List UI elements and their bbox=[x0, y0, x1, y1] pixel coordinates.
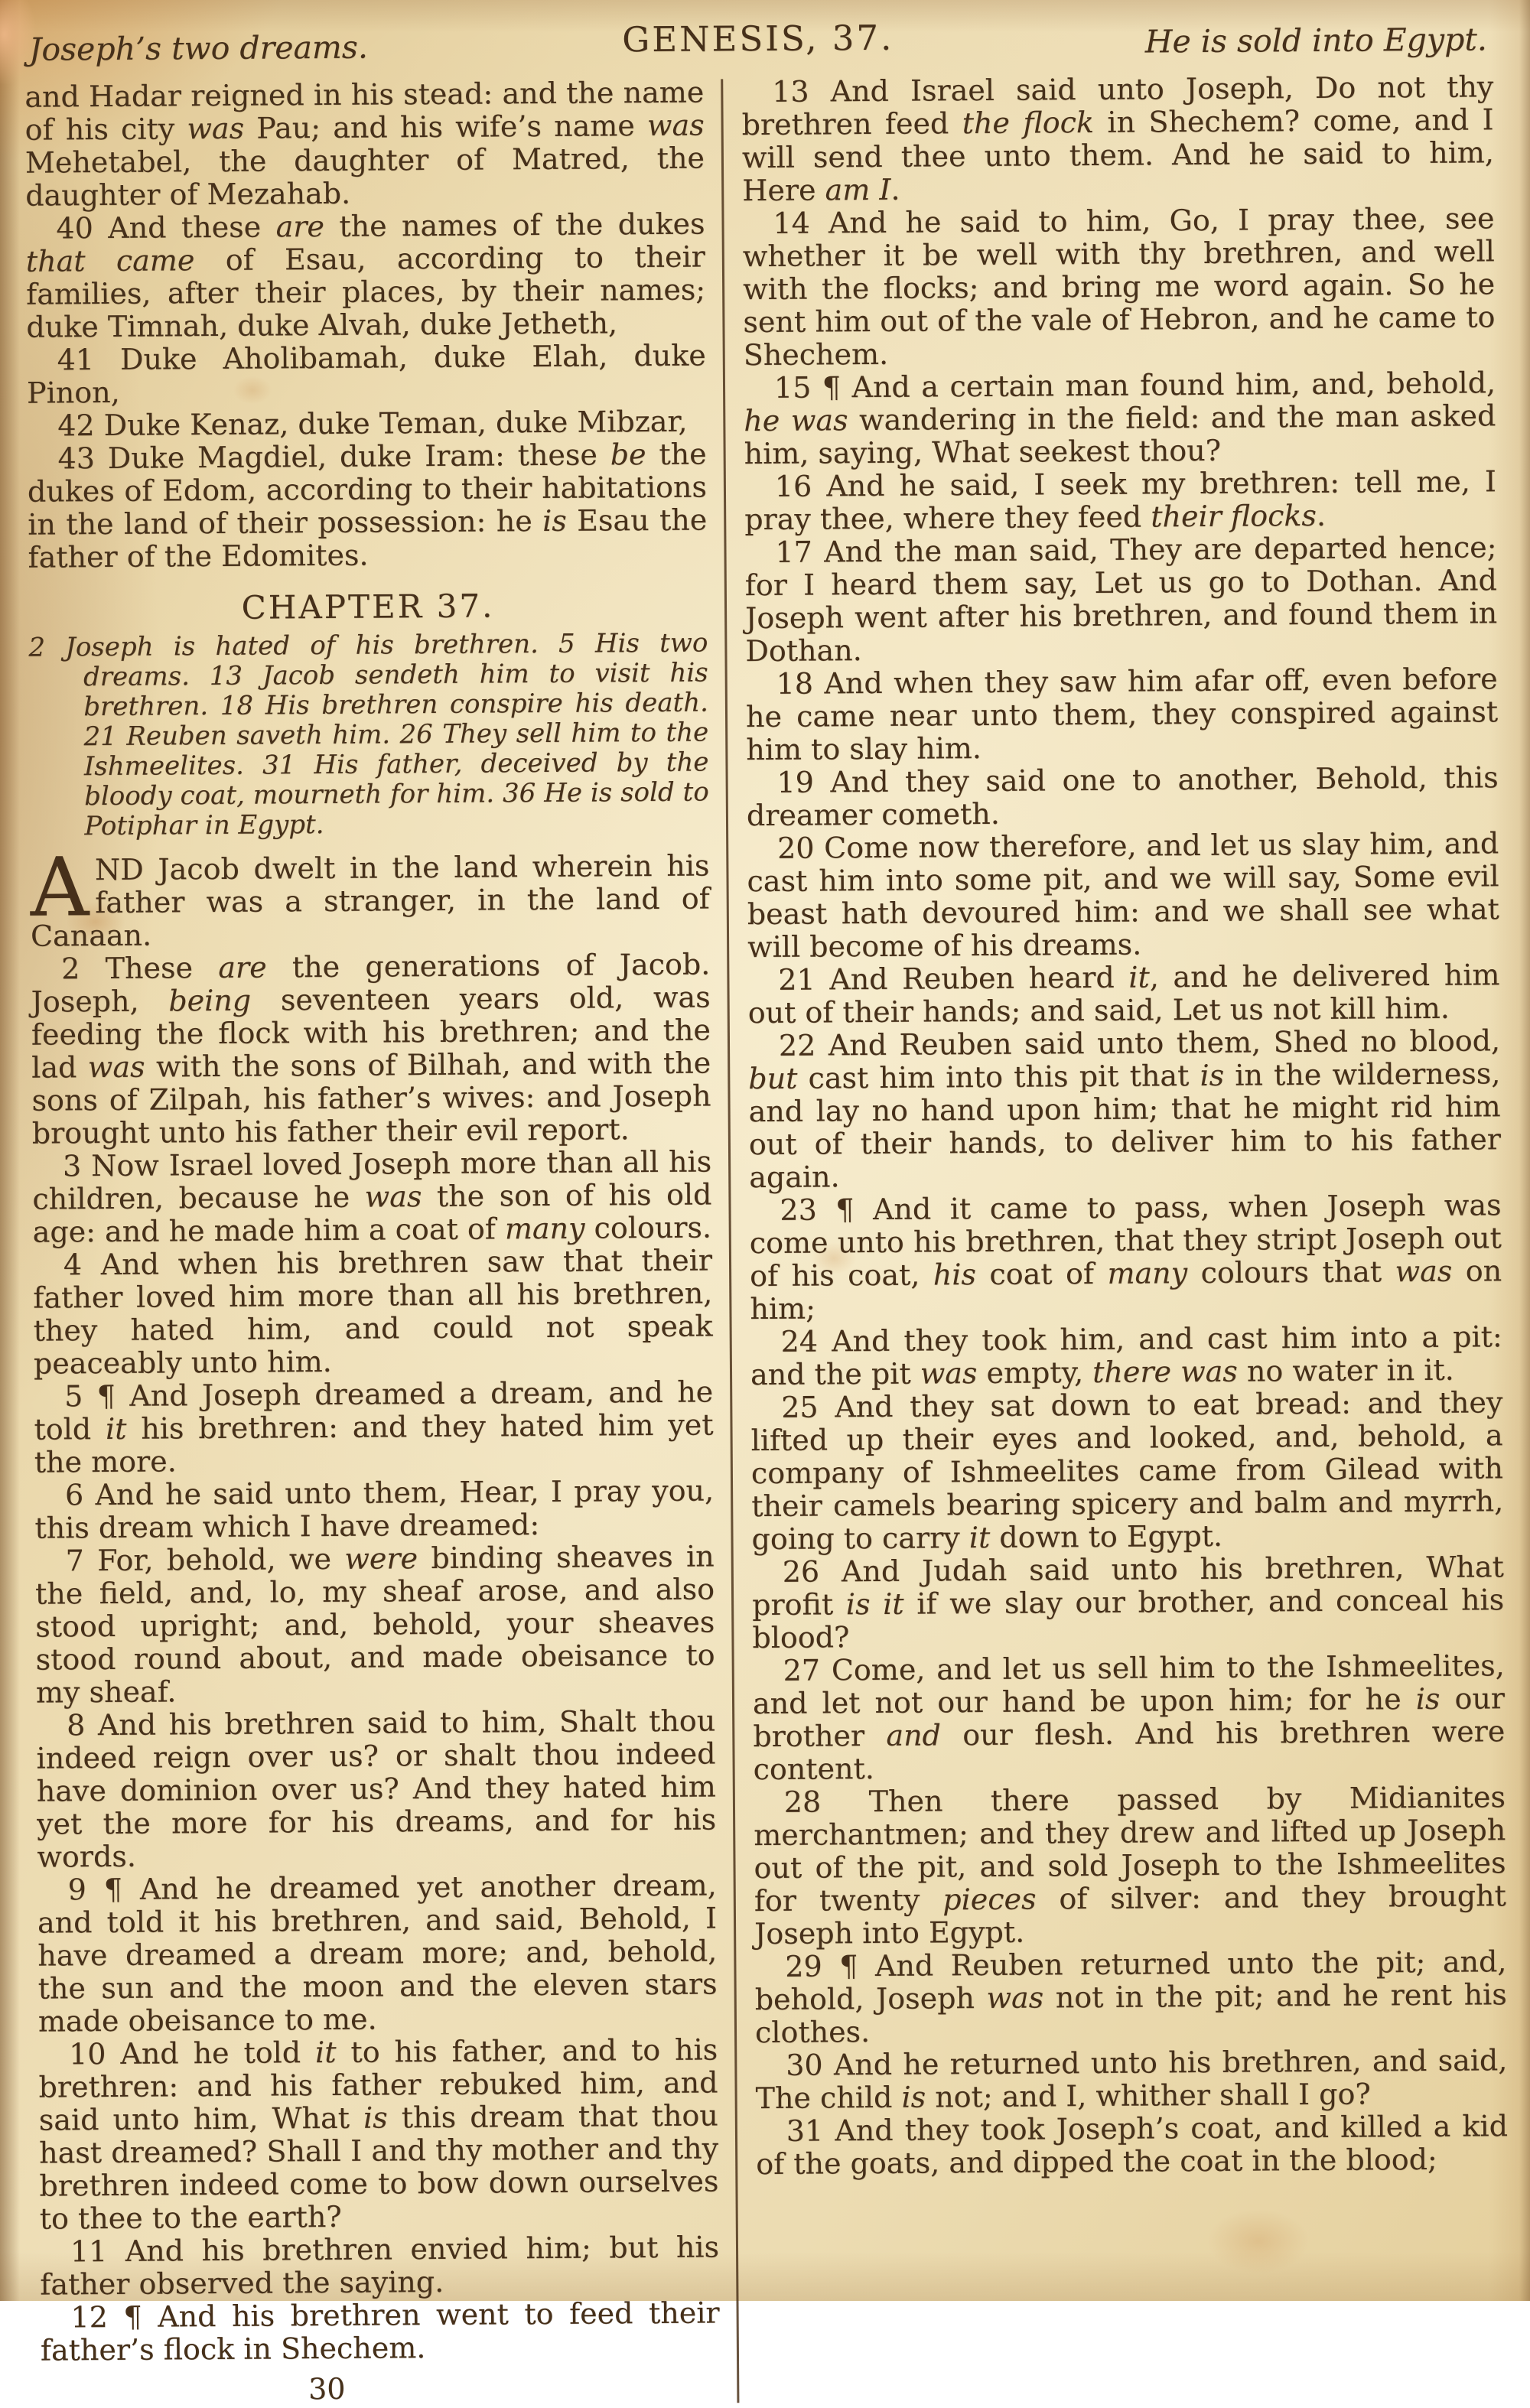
verse-17: 17 And the man said, They are departed hence; for I heard them say, Let us go to Dothan. And Joseph went after his brethren, and found them in Dothan. bbox=[744, 530, 1498, 669]
pilcrow-mark: ¶ bbox=[839, 1949, 858, 1983]
verse-8: 8 And his brethren said to him, Shalt thou indeed reign over us? or shalt thou indeed have dominion over us? And they hated him yet the more for his dreams, and for his words. bbox=[36, 1703, 717, 1874]
verse-11: 11 And his brethren envied him; but his father observed the saying. bbox=[40, 2230, 720, 2302]
verse-24: 24 And they took him, and cast him into a pit: and the pit was empty, there was no water in it. bbox=[750, 1320, 1502, 1392]
verse-23: 23 ¶ And it came to pass, when Joseph was come unto his brethren, that they stript Joseph out of his coat, his coat of many colours that was on him; bbox=[749, 1188, 1502, 1326]
pilcrow-mark: ¶ bbox=[96, 1378, 116, 1414]
verse-number: 9 bbox=[67, 1873, 86, 1907]
verse-number: 25 bbox=[781, 1390, 819, 1424]
verse-19: 19 And they said one to another, Behold, this dreamer cometh. bbox=[746, 760, 1499, 833]
pilcrow-mark: ¶ bbox=[123, 2299, 142, 2334]
verse-42: 42 Duke Kenaz, duke Teman, duke Mibzar, bbox=[57, 404, 688, 443]
pilcrow-mark: ¶ bbox=[822, 370, 842, 405]
verse-number: 26 bbox=[782, 1554, 820, 1589]
verse-9: 9 ¶ And he dreamed yet another dream, and told it his brethren, and said, Behold, I have dreamed a dream more; and, behold, the sun and the moon and the eleven stars made obeisance to me. bbox=[37, 1868, 718, 2039]
verse-number: 23 bbox=[780, 1193, 817, 1227]
verse-5: 5 ¶ And Joseph dreamed a dream, and he told it his brethren: and they hated him yet the more. bbox=[34, 1375, 714, 1479]
verse-number: 10 bbox=[68, 2037, 106, 2071]
verse-10: 10 And he told it to his father, and to his brethren: and his father rebuked him, and said unto him, What is this dream that thou hast dreamed? Shall I and thy mother and thy brethren indeed come to bow down ourselves to thee to the earth? bbox=[38, 2032, 719, 2236]
verse-number: 40 bbox=[56, 211, 93, 246]
text-column-left bbox=[24, 76, 737, 2407]
verse-30: 30 And he returned unto his brethren, and said, The child is not; and I, whither shall I go? bbox=[755, 2043, 1508, 2116]
verse-4: 4 And when his brethren saw that their father loved him more than all his brethren, they hated him, and could not speak peaceably unto him. bbox=[33, 1243, 713, 1381]
chapter-heading: CHAPTER 37. bbox=[241, 587, 495, 626]
verse-41: 41 Duke Aholibamah, duke Elah, duke Pinon, bbox=[26, 338, 706, 410]
verse-number: 12 bbox=[70, 2300, 109, 2335]
verse-continuation: and Hadar reigned in his stead: and the name of his city was Pau; and his wife’s name was Mehetabel, the daughter of Matred, the daughter of Mezahab. bbox=[24, 75, 705, 213]
verse-1: AND Jacob dwelt in the land wherein his father was a stranger, in the land of Canaan. bbox=[30, 840, 710, 953]
running-head-left: Joseph’s two dreams. bbox=[28, 28, 369, 68]
verse-number: 31 bbox=[786, 2114, 824, 2148]
verse-26: 26 And Judah said unto his brethren, What profit is it if we slay our brother, and conceal his blood? bbox=[751, 1550, 1505, 1655]
verse-number: 16 bbox=[774, 469, 812, 503]
page-number: 30 bbox=[308, 2371, 346, 2406]
verse-16: 16 And he said, I seek my brethren: tell me, I pray thee, where they feed their flocks. bbox=[744, 464, 1497, 537]
verse-number: 21 bbox=[778, 962, 815, 997]
running-head-right: He is sold into Egypt. bbox=[1144, 21, 1488, 60]
verse-number: 27 bbox=[783, 1653, 821, 1687]
verse-15: 15 ¶ And a certain man found him, and, behold, he was wandering in the field: and the man asked him, saying, What seekest thou? bbox=[744, 366, 1496, 471]
verse-13: 13 And Israel said unto Joseph, Do not thy brethren feed the flock in Shechem? come, and I will send thee unto them. And he said to him, Here am I. bbox=[741, 70, 1495, 208]
verse-29: 29 ¶ And Reuben returned unto the pit; and, behold, Joseph was not in the pit; and he rent his clothes. bbox=[754, 1944, 1507, 2050]
verse-number: 11 bbox=[70, 2234, 108, 2269]
verse-27: 27 Come, and let us sell him to the Ishmeelites, and let not our hand be upon him; for he is our brother and our flesh. And his brethren were content. bbox=[752, 1648, 1506, 1787]
verse-25: 25 And they sat down to eat bread: and they lifted up their eyes and looked, and, behold, a company of Ishmeelites came from Gilead with their camels bearing spicery and balm and myrrh, going to carry it down to Egypt. bbox=[750, 1385, 1504, 1557]
verse-number: 17 bbox=[775, 535, 812, 569]
verse-20: 20 Come now therefore, and let us slay him, and cast him into some pit, and we will say, Some evil beast hath devoured him: and we shall see what will become of his dreams. bbox=[747, 826, 1499, 965]
verse-31: 31 And they took Joseph’s coat, and killed a kid of the goats, and dipped the coat in the blood; bbox=[756, 2109, 1509, 2182]
verse-number: 19 bbox=[776, 765, 815, 799]
verse-28: 28 Then there passed by Midianites merchantmen; and they drew and lifted up Joseph out of the pit, and sold Joseph to the Ishmeelites for twenty pieces of silver: and they brought Joseph into Egypt. bbox=[754, 1780, 1506, 1951]
running-head bbox=[0, 0, 1522, 69]
verse-number: 28 bbox=[783, 1785, 822, 1819]
verse-number: 18 bbox=[776, 666, 814, 701]
verse-number: 8 bbox=[66, 1708, 86, 1743]
verse-number: 30 bbox=[786, 2048, 823, 2082]
text-column-right bbox=[723, 70, 1509, 2403]
verse-3: 3 Now Israel loved Joseph more than all his children, because he was the son of his old age: and he made him a coat of many colours. bbox=[32, 1144, 712, 1249]
verse-18: 18 And when they saw him afar off, even before he came near unto them, they conspired against him to slay him. bbox=[745, 662, 1499, 767]
verse-number: 3 bbox=[62, 1149, 82, 1183]
verse-number: 20 bbox=[776, 831, 815, 865]
verse-number: 6 bbox=[64, 1478, 84, 1512]
verse-14: 14 And he said to him, Go, I pray thee, see whether it be well with thy brethren, and well with the flocks; and bring me word again. So he sent him out of the vale of Hebron, and he came to Shechem. bbox=[742, 201, 1496, 373]
verse-40: 40 And these are the names of the dukes that came of Esau, according to their families, after their places, by their names; duke Timnah, duke Alvah, duke Jetheth, bbox=[25, 207, 706, 344]
drop-cap-letter: A bbox=[30, 840, 90, 935]
chapter-summary: 2 Joseph is hated of his brethren. 5 His two dreams. 13 Jacob sendeth him to visit his brethren. 18 His brethren conspire his death. 21 Reuben saveth him. 26 They sell him to the Ishmeelites. 31 His father, deceived by the bloody coat, mourneth for him. 36 He is sold to Potiphar in Egypt. bbox=[28, 627, 709, 842]
verse-number: 41 bbox=[57, 343, 95, 377]
verse-7: 7 For, behold, we were binding sheaves in the field, and, lo, my sheaf arose, and also stood upright; and, behold, your sheaves stood round about, and made obeisance to my sheaf. bbox=[34, 1539, 715, 1710]
verse-number: 43 bbox=[57, 441, 96, 476]
verse-number: 14 bbox=[773, 206, 810, 240]
verse-number: 29 bbox=[785, 1949, 822, 1983]
verse-number: 22 bbox=[778, 1028, 816, 1062]
verse-6: 6 And he said unto them, Hear, I pray you, this dream which I have dreamed: bbox=[34, 1473, 715, 1545]
running-head-center: GENESIS, 37. bbox=[622, 17, 894, 60]
pilcrow-mark: ¶ bbox=[835, 1193, 855, 1227]
verse-number: 24 bbox=[780, 1324, 819, 1359]
verse-number: 7 bbox=[65, 1544, 84, 1578]
verse-number: 2 bbox=[61, 952, 80, 986]
verse-21: 21 And Reuben heard it, and he delivered him out of their hands; and said, Let us not kill him. bbox=[747, 958, 1500, 1030]
verse-12: 12 ¶ And his brethren went to feed their father’s flock in Shechem. bbox=[40, 2296, 720, 2367]
verse-2: 2 These are the generations of Jacob. Joseph, being seventeen years old, was feeding the flock with his brethren; and the lad was with the sons of Bilhah, and with the sons of Zilpah, his father’s wives: and Joseph brought unto his father their evil report. bbox=[31, 947, 711, 1150]
verse-number: 4 bbox=[63, 1248, 83, 1282]
verse-number: 15 bbox=[773, 370, 812, 405]
pilcrow-mark: ¶ bbox=[103, 1872, 123, 1907]
verse-number: 5 bbox=[63, 1379, 83, 1414]
verse-number: 13 bbox=[772, 74, 809, 109]
verse-43: 43 Duke Magdiel, duke Iram: these be the dukes of Edom, according to their habitations in the land of their possession: he is Esau the father of the Edomites. bbox=[27, 437, 708, 574]
text-columns bbox=[0, 58, 1530, 2408]
verse-22: 22 And Reuben said unto them, Shed no blood, but cast him into this pit that is in the wilderness, and lay no hand upon him; that he might rid him out of their hands, to deliver him to his father again. bbox=[748, 1023, 1502, 1195]
verse-number: 42 bbox=[57, 408, 95, 443]
